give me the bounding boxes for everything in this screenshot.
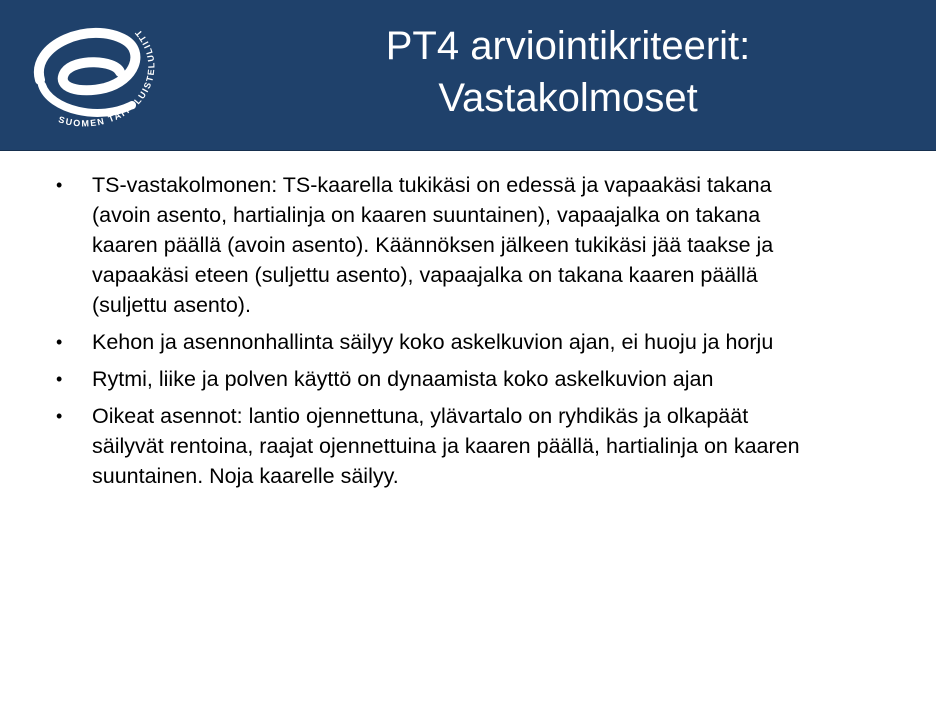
bullet-item [52,327,812,357]
bullet-item [52,364,812,394]
bullet-item [52,401,812,491]
bullet-text: Rytmi, liike ja polven käyttö on dynaamista koko askelkuvion ajan [92,367,714,391]
slide-title [200,20,936,130]
bullet-icon: • [56,406,63,426]
federation-logo [20,10,200,140]
slide-header [0,0,936,151]
title-line-1: PT4 arviointikriteerit: [385,24,751,68]
logo-icon [20,10,200,140]
bullet-icon: • [56,332,63,352]
bullet-item [52,170,812,320]
bullet-icon: • [56,175,63,195]
svg-text:SUOMEN TAITOLUISTELULIITTO: SUOMEN TAITOLUISTELULIITT [57,26,157,129]
bullet-text: Kehon ja asennonhallinta säilyy koko askelkuvion ajan, ei huoju ja horju [92,330,774,354]
bullet-list [52,170,812,498]
bullet-icon: • [56,369,63,389]
title-line-2: Vastakolmoset [438,76,698,120]
bullet-text: TS-vastakolmonen: TS-kaarella tukikäsi on edessä ja vapaakäsi takana (avoin asento, hartialinja on kaaren suuntainen), vapaajalka on takana kaaren päällä (avoin asento). Käännöksen jälkeen tukikäsi jää taakse ja vapaakäsi eteen (suljettu asento), vapaajalka on takana kaaren päällä (suljettu asento). [92,173,774,317]
bullet-text: Oikeat asennot: lantio ojennettuna, ylävartalo on ryhdikäs ja olkapäät säilyvät rentoina, raajat ojennettuina ja kaaren päällä, hartialinja on kaaren suuntainen. Noja kaarelle säilyy. [92,404,800,488]
